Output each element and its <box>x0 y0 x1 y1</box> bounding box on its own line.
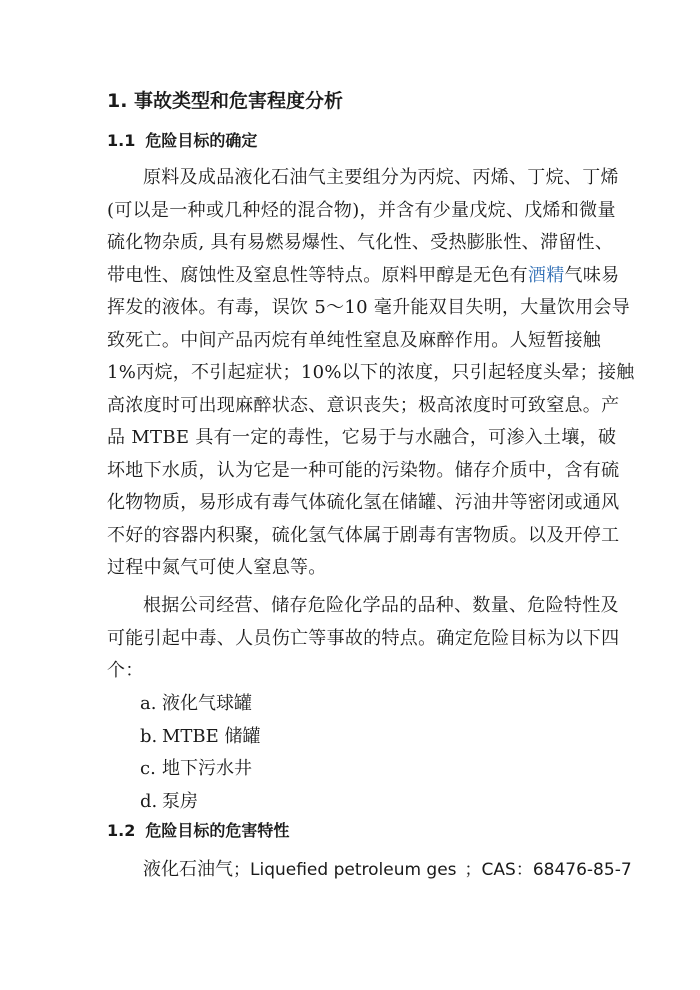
list-marker: d. <box>140 790 158 812</box>
substance-name-en: Liquefied petroleum ges <box>250 860 457 880</box>
paragraph-line: 个： <box>107 660 144 681</box>
paragraph-line: (可以是一种或几种烃的混合物)，并含有少量戊烷、戊烯和微量 <box>107 199 616 221</box>
cas-label: CAS： <box>481 860 533 880</box>
section-title: 危险目标的危害特性 <box>145 821 290 840</box>
paragraph-hazard-description <box>107 162 635 585</box>
paragraph-line: 不好的容器内积聚，硫化氢气体属于剧毒有害物质。以及开停工 <box>107 524 620 546</box>
section-title: 危险目标的确定 <box>145 131 258 150</box>
paragraph-line: 坏地下水质，认为它是一种可能的污染物。储存介质中，含有硫 <box>107 459 620 481</box>
list-marker: c. <box>140 758 156 779</box>
paragraph-line: 致死亡。中间产品丙烷有单纯性窒息及麻醉作用。人短暂接触 <box>107 329 602 351</box>
list-item <box>140 753 261 786</box>
substance-name-cn: 液化石油气 <box>143 859 233 880</box>
list-item-text: 泵房 <box>162 790 198 812</box>
paragraph-target-intro <box>107 590 620 688</box>
paragraph-line: 原料及成品液化石油气主要组分为丙烷、丙烯、丁烷、丁烯 <box>143 167 619 188</box>
separator: ； <box>464 860 482 880</box>
paragraph-line: 1%丙烷，不引起症状；10%以下的浓度，只引起轻度头晕；接触 <box>107 362 635 383</box>
cas-number: 68476-85-7 <box>532 860 632 880</box>
list-item <box>140 786 261 819</box>
list-item <box>140 688 261 721</box>
alcohol-link[interactable]: 酒精 <box>527 264 565 286</box>
paragraph-line: 化物物质，易形成有毒气体硫化氢在储罐、污油井等密闭或通风 <box>107 492 620 513</box>
paragraph-line: 挥发的液体。有毒，误饮 5～10 毫升能双目失明，大量饮用会导 <box>107 297 631 318</box>
list-marker: b. <box>140 725 158 747</box>
list-marker: a. <box>140 693 157 714</box>
chapter-heading: 1. 事故类型和危害程度分析 <box>107 90 344 112</box>
list-item-text: MTBE 储罐 <box>162 725 261 747</box>
section-heading-1-2 <box>107 820 289 842</box>
paragraph-line <box>107 260 620 293</box>
list-item-text: 液化气球罐 <box>162 693 252 714</box>
separator: ； <box>233 860 250 880</box>
list-item <box>140 721 261 754</box>
paragraph-line-text: 带电性、腐蚀性及窒息性等特点。原料甲醇是无色有 <box>107 264 528 286</box>
section-number: 1.2 <box>107 821 136 840</box>
section-heading-1-1 <box>107 130 257 152</box>
paragraph-line: 硫化物杂质, 具有易燃易爆性、气化性、受热膨胀性、滞留性、 <box>107 232 614 253</box>
paragraph-line: 可能引起中毒、人员伤亡等事故的特点。确定危险目标为以下四 <box>107 627 620 649</box>
hazard-target-list <box>140 688 261 818</box>
paragraph-line: 品 MTBE 具有一定的毒性，它易于与水融合，可渗入土壤，破 <box>107 427 617 448</box>
list-item-text: 地下污水井 <box>162 758 252 779</box>
paragraph-line: 过程中氮气可使人窒息等。 <box>107 557 327 578</box>
cas-line <box>143 855 632 885</box>
paragraph-line-tail: 气味易 <box>564 264 620 286</box>
paragraph-line: 高浓度时可出现麻醉状态、意识丧失；极高浓度时可致窒息。产 <box>107 394 620 416</box>
paragraph-line: 根据公司经营、储存危险化学品的品种、数量、危险特性及 <box>143 595 619 616</box>
section-number: 1.1 <box>107 131 136 150</box>
